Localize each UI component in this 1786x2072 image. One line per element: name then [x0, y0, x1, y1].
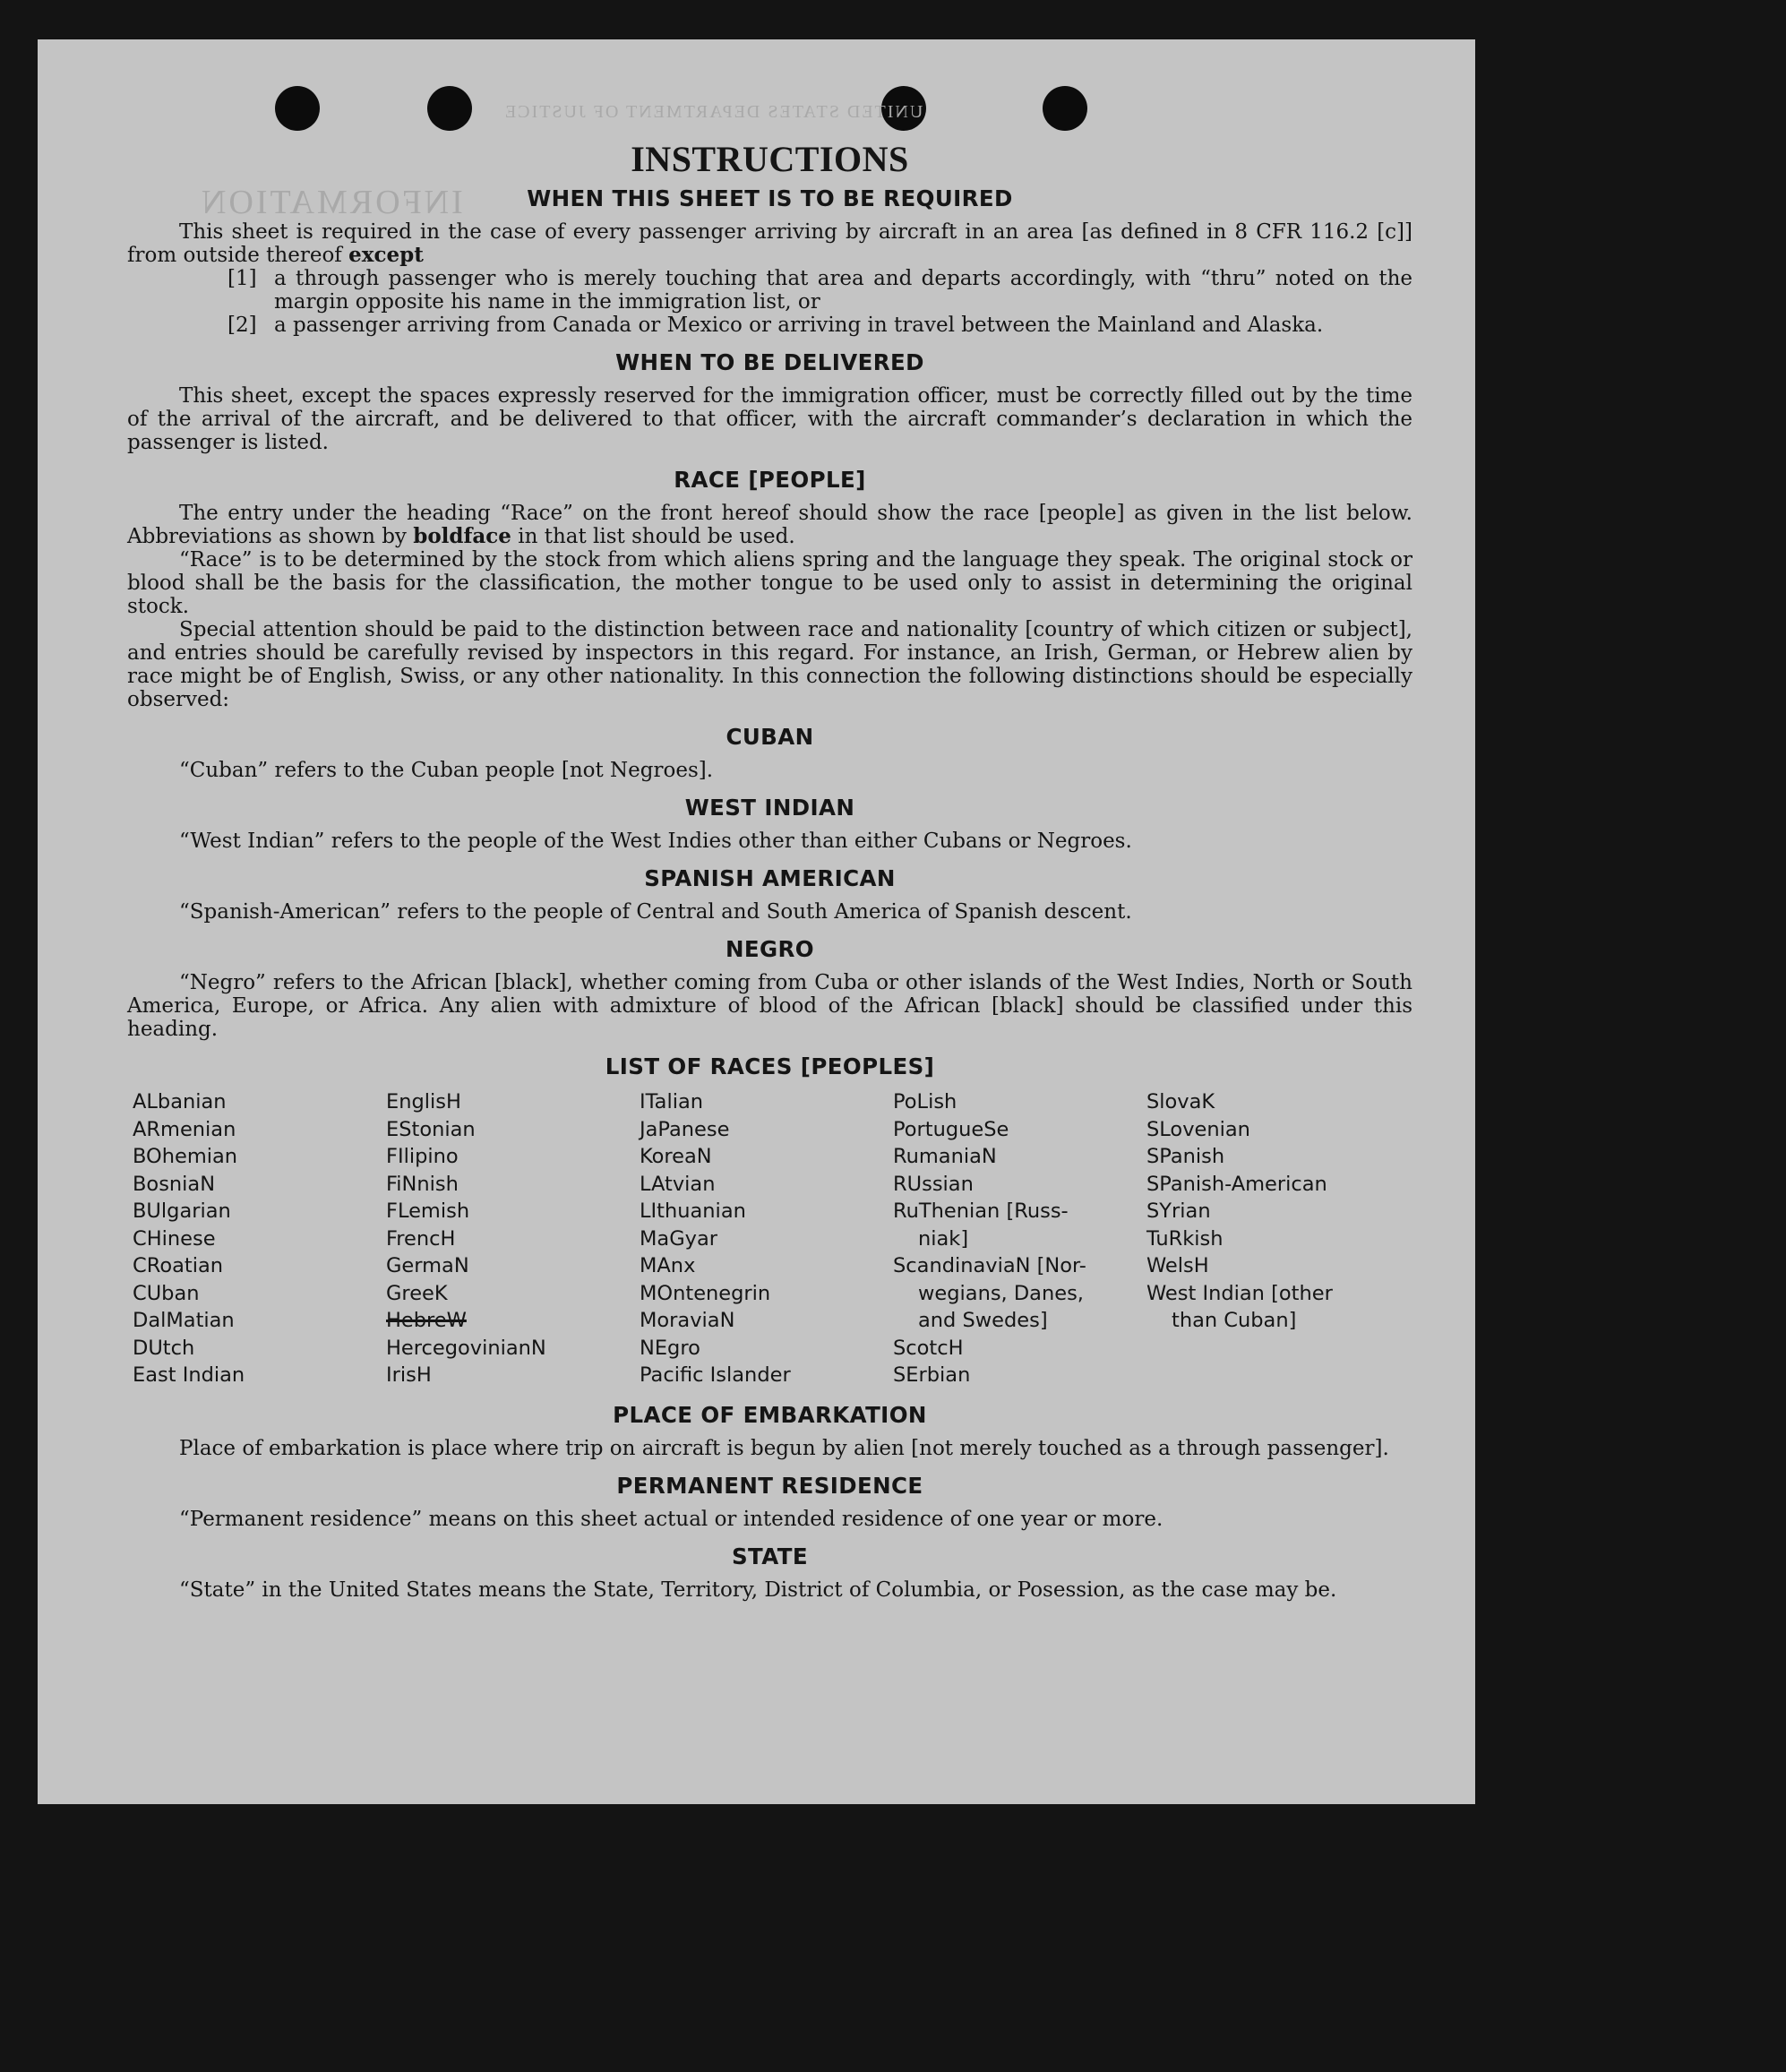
section-heading-list-of-races: LIST OF RACES [PEOPLES]	[605, 1053, 935, 1079]
races-column-2	[386, 1088, 640, 1389]
race-entry: SPanish-American	[1146, 1172, 1327, 1196]
race-entry: EnglisH	[386, 1090, 461, 1113]
race-entry: CHinese	[133, 1226, 216, 1251]
race-entry: DalMatian	[133, 1309, 235, 1332]
race-entry: CUban	[133, 1281, 200, 1305]
race-entry: West Indian [other	[1146, 1281, 1333, 1305]
state-text: “State” in the United States means the State, Territory, District of Columbia, or Posession, as the case may be.	[179, 1578, 1337, 1602]
required-intro: This sheet is required in the case of every passenger arriving by aircraft in an area [as defined in 8 CFR 116.2 [c]] from outside thereof except	[127, 220, 1412, 267]
race-paragraph-1: The entry under the heading “Race” on the front hereof should show the race [people] as given in the list below. Abbreviations as shown by boldface in that list should be used.	[127, 502, 1412, 548]
race-entry: KoreaN	[640, 1145, 712, 1168]
page-title: INSTRUCTIONS	[631, 139, 909, 179]
race-entry: SErbian	[893, 1363, 971, 1387]
race-entry-struck: HebreW	[386, 1309, 467, 1332]
section-heading-residence: PERMANENT RESIDENCE	[616, 1472, 923, 1499]
race-entry: ScotcH	[893, 1336, 964, 1360]
delivered-text: This sheet, except the spaces expressly reserved for the immigration officer, must be correctly filled out by the time of the arrival of the aircraft, and be delivered to that officer, with the aircraft commander’s declaration in which the passenger is listed.	[127, 384, 1412, 454]
race-entry: ScandinaviaN [Nor-	[893, 1254, 1086, 1277]
race-entry: East Indian	[133, 1363, 245, 1387]
race-paragraph-2: “Race” is to be determined by the stock from which aliens spring and the language they speak. The original stock or blood shall be the basis for the classification, the mother tongue to be used only to assist in determining the original stock.	[127, 548, 1412, 618]
race-entry-continued: niak]	[918, 1226, 969, 1251]
race-entry: FLemish	[386, 1199, 470, 1223]
race-entry: SYrian	[1146, 1199, 1211, 1223]
punch-hole	[275, 86, 320, 131]
race-entry-continued: wegians, Danes,	[918, 1281, 1084, 1305]
negro-text: “Negro” refers to the African [black], whether coming from Cuba or other islands of the West Indies, North or South America, Europe, or Africa. Any alien with admixture of blood of the African [black] should be classified under this heading.	[127, 971, 1412, 1041]
race-entry: BosniaN	[133, 1172, 216, 1196]
race-entry: RuThenian [Russ-	[893, 1199, 1069, 1223]
section-heading-embarkation: PLACE OF EMBARKATION	[613, 1401, 927, 1428]
race-entry-continued: and Swedes]	[918, 1309, 1048, 1332]
race-entry: ITalian	[640, 1090, 703, 1113]
race-entry: TuRkish	[1146, 1226, 1224, 1251]
bleed-through-text: UNITED STATES DEPARTMENT OF JUSTICE	[503, 102, 923, 122]
race-entry: Pacific Islander	[640, 1363, 791, 1387]
spanish-american-text: “Spanish-American” refers to the people of Central and South America of Spanish descent.	[179, 900, 1132, 924]
section-heading-required: WHEN THIS SHEET IS TO BE REQUIRED	[527, 185, 1013, 211]
race-entry: FIlipino	[386, 1145, 459, 1168]
section-heading-west-indian: WEST INDIAN	[684, 795, 855, 821]
races-column-4	[893, 1088, 1146, 1389]
race-entry: GermaN	[386, 1254, 469, 1277]
race-entry: JaPanese	[640, 1117, 730, 1141]
section-heading-cuban: CUBAN	[726, 724, 814, 750]
race-entry: SlovaK	[1146, 1090, 1215, 1113]
race-entry: MaGyar	[640, 1226, 717, 1251]
race-entry: WelsH	[1146, 1254, 1209, 1277]
races-column-1	[133, 1088, 386, 1389]
race-entry: LIthuanian	[640, 1199, 746, 1223]
section-heading-delivered: WHEN TO BE DELIVERED	[615, 349, 924, 375]
punch-hole	[427, 86, 472, 131]
race-entry: RUssian	[893, 1172, 974, 1196]
race-entry: GreeK	[386, 1281, 448, 1305]
race-entry: EStonian	[386, 1117, 476, 1141]
punch-hole	[1043, 86, 1087, 131]
document-sheet	[38, 39, 1475, 1804]
section-heading-state: STATE	[732, 1543, 808, 1569]
race-entry: PortugueSe	[893, 1117, 1009, 1141]
race-entry: LAtvian	[640, 1172, 716, 1196]
race-entry: IrisH	[386, 1363, 432, 1387]
race-paragraph-3: Special attention should be paid to the distinction between race and nationality [country of which citizen or subject], and entries should be carefully revised by inspectors in this regard. For instance, an Irish, German, or Hebrew alien by race might be of English, Swiss, or any other nationality. In this connection the following distinctions should be especially observed:	[127, 618, 1412, 711]
race-entry: SLovenian	[1146, 1117, 1250, 1141]
race-entry: MAnx	[640, 1254, 696, 1277]
race-entry: NEgro	[640, 1336, 700, 1360]
race-entry: FrencH	[386, 1226, 456, 1251]
race-entry: ARmenian	[133, 1117, 236, 1141]
race-entry: CRoatian	[133, 1254, 224, 1277]
required-item: [1] a through passenger who is merely touching that area and departs accordingly, with “thru” noted on the margin opposite his name in the immigration list, or	[228, 267, 1412, 314]
bleed-through-text: INFORMATION	[199, 184, 463, 221]
race-entry: MoraviaN	[640, 1309, 735, 1332]
west-indian-text: “West Indian” refers to the people of the West Indies other than either Cubans or Negroes.	[179, 830, 1132, 853]
race-entry: PoLish	[893, 1090, 957, 1113]
section-heading-race: RACE [PEOPLE]	[674, 467, 866, 493]
race-entry: BOhemian	[133, 1145, 238, 1168]
section-heading-negro: NEGRO	[725, 936, 815, 962]
required-item: [2] a passenger arriving from Canada or Mexico or arriving in travel between the Mainland and Alaska.	[228, 314, 1324, 337]
race-entry: FiNnish	[386, 1172, 459, 1196]
race-entry: BUlgarian	[133, 1199, 231, 1223]
races-list	[133, 1088, 1412, 1389]
race-entry: MOntenegrin	[640, 1281, 771, 1305]
embarkation-text: Place of embarkation is place where trip on aircraft is begun by alien [not merely touched as a through passenger].	[179, 1436, 1389, 1460]
races-column-5	[1146, 1088, 1400, 1389]
races-column-3	[640, 1088, 893, 1389]
race-entry: SPanish	[1146, 1145, 1225, 1168]
race-entry-continued: than Cuban]	[1172, 1309, 1297, 1332]
race-entry: HercegovinianN	[386, 1336, 546, 1360]
race-entry: RumaniaN	[893, 1145, 997, 1168]
race-entry: DUtch	[133, 1336, 195, 1360]
residence-text: “Permanent residence” means on this sheet actual or intended residence of one year or more.	[179, 1507, 1163, 1531]
section-heading-spanish-american: SPANISH AMERICAN	[644, 865, 896, 891]
race-entry: ALbanian	[133, 1090, 227, 1113]
cuban-text: “Cuban” refers to the Cuban people [not Negroes].	[179, 759, 714, 782]
